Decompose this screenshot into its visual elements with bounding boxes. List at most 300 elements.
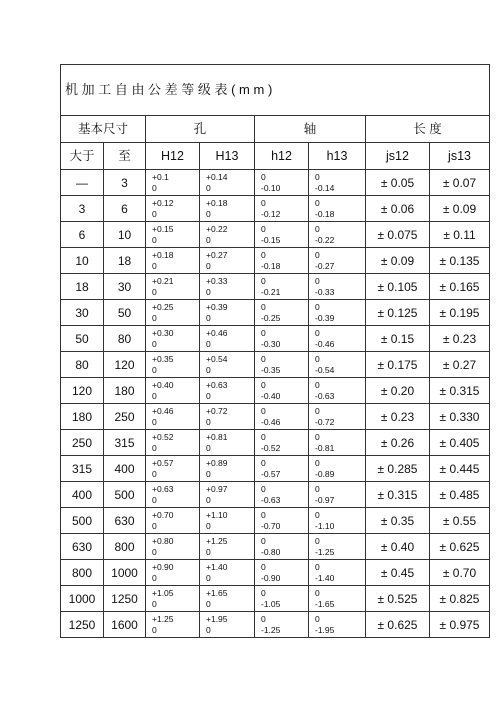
upper-deviation: +0.52 [152, 432, 174, 442]
upper-deviation: 0 [261, 588, 266, 598]
lower-deviation: 0 [152, 442, 157, 453]
lower-deviation: -1.40 [315, 572, 335, 583]
shaft-h13 [309, 170, 366, 196]
upper-deviation: 0 [315, 380, 320, 390]
hole-H13 [200, 352, 255, 378]
lower-deviation: -0.54 [315, 364, 335, 375]
length-js13: ± 0.09 [430, 196, 490, 222]
lower-deviation: -1.10 [315, 520, 335, 531]
length-js12: ± 0.285 [366, 456, 430, 482]
size-over: 400 [61, 482, 104, 508]
size-over: 500 [61, 508, 104, 534]
length-js13: ± 0.315 [430, 378, 490, 404]
lower-deviation: 0 [206, 624, 211, 635]
shaft-h12 [255, 352, 309, 378]
upper-deviation: +0.81 [206, 432, 228, 442]
hole-H13 [200, 248, 255, 274]
size-over: 10 [61, 248, 104, 274]
lower-deviation: 0 [152, 260, 157, 271]
hole-H13 [200, 482, 255, 508]
length-js13: ± 0.485 [430, 482, 490, 508]
shaft-h13 [309, 274, 366, 300]
upper-deviation: 0 [315, 198, 320, 208]
hole-H12 [146, 274, 200, 300]
table-title: 机 加 工 自 由 公 差 等 级 表 ( m m ) [61, 65, 490, 116]
shaft-h12 [255, 248, 309, 274]
hole-H13 [200, 222, 255, 248]
shaft-h13 [309, 248, 366, 274]
upper-deviation: 0 [261, 172, 266, 182]
hole-H13 [200, 456, 255, 482]
lower-deviation: 0 [206, 338, 211, 349]
upper-deviation: +1.65 [206, 588, 228, 598]
lower-deviation: 0 [152, 286, 157, 297]
lower-deviation: -0.63 [261, 494, 281, 505]
lower-deviation: -0.40 [261, 390, 281, 401]
length-js12: ± 0.09 [366, 248, 430, 274]
upper-deviation: 0 [261, 510, 266, 520]
upper-deviation: 0 [315, 172, 320, 182]
table-row [61, 612, 490, 638]
lower-deviation: 0 [206, 312, 211, 323]
lower-deviation: -1.65 [315, 598, 335, 609]
hole-H12 [146, 222, 200, 248]
upper-deviation: 0 [261, 614, 266, 624]
length-js12: ± 0.525 [366, 586, 430, 612]
upper-deviation: 0 [315, 432, 320, 442]
length-js13: ± 0.165 [430, 274, 490, 300]
header-h12: h12 [255, 143, 309, 170]
lower-deviation: 0 [206, 260, 211, 271]
shaft-h12 [255, 456, 309, 482]
hole-H13 [200, 378, 255, 404]
size-upto: 3 [104, 170, 146, 196]
lower-deviation: 0 [152, 416, 157, 427]
header-js12: js12 [366, 143, 430, 170]
shaft-h12 [255, 482, 309, 508]
lower-deviation: -0.15 [261, 234, 281, 245]
lower-deviation: 0 [206, 390, 211, 401]
table-row [61, 300, 490, 326]
upper-deviation: +1.25 [206, 536, 228, 546]
header-hole: 孔 [146, 116, 255, 143]
lower-deviation: -0.80 [261, 546, 281, 557]
size-upto: 80 [104, 326, 146, 352]
table-row [61, 560, 490, 586]
shaft-h13 [309, 612, 366, 638]
hole-H13 [200, 170, 255, 196]
lower-deviation: -0.70 [261, 520, 281, 531]
size-over: 1000 [61, 586, 104, 612]
length-js12: ± 0.05 [366, 170, 430, 196]
upper-deviation: 0 [315, 588, 320, 598]
lower-deviation: 0 [206, 442, 211, 453]
length-js12: ± 0.15 [366, 326, 430, 352]
shaft-h12 [255, 378, 309, 404]
upper-deviation: 0 [315, 276, 320, 286]
hole-H13 [200, 612, 255, 638]
upper-deviation: +0.21 [152, 276, 174, 286]
header-h13: h13 [309, 143, 366, 170]
upper-deviation: +0.46 [206, 328, 228, 338]
lower-deviation: 0 [206, 520, 211, 531]
lower-deviation: 0 [152, 598, 157, 609]
hole-H13 [200, 586, 255, 612]
size-over: 1250 [61, 612, 104, 638]
hole-H13 [200, 508, 255, 534]
hole-H13 [200, 534, 255, 560]
lower-deviation: 0 [152, 234, 157, 245]
hole-H13 [200, 274, 255, 300]
header-basic-size: 基本尺寸 [61, 116, 146, 143]
length-js13: ± 0.195 [430, 300, 490, 326]
length-js12: ± 0.35 [366, 508, 430, 534]
upper-deviation: 0 [261, 354, 266, 364]
upper-deviation: 0 [261, 432, 266, 442]
shaft-h13 [309, 196, 366, 222]
shaft-h12 [255, 534, 309, 560]
upper-deviation: +0.39 [206, 302, 228, 312]
size-upto: 1250 [104, 586, 146, 612]
size-over: 3 [61, 196, 104, 222]
lower-deviation: -0.18 [261, 260, 281, 271]
lower-deviation: 0 [152, 494, 157, 505]
lower-deviation: 0 [206, 286, 211, 297]
lower-deviation: -0.21 [261, 286, 281, 297]
lower-deviation: 0 [206, 234, 211, 245]
upper-deviation: +0.54 [206, 354, 228, 364]
upper-deviation: +0.90 [152, 562, 174, 572]
lower-deviation: 0 [206, 208, 211, 219]
table-row [61, 170, 490, 196]
lower-deviation: -0.46 [261, 416, 281, 427]
upper-deviation: +1.25 [152, 614, 174, 624]
shaft-h13 [309, 300, 366, 326]
size-over: 250 [61, 430, 104, 456]
size-upto: 800 [104, 534, 146, 560]
upper-deviation: +0.12 [152, 198, 174, 208]
length-js13: ± 0.445 [430, 456, 490, 482]
size-over: 6 [61, 222, 104, 248]
tolerance-table [60, 64, 490, 638]
upper-deviation: 0 [315, 614, 320, 624]
size-over: 80 [61, 352, 104, 378]
upper-deviation: +0.35 [152, 354, 174, 364]
length-js12: ± 0.175 [366, 352, 430, 378]
shaft-h12 [255, 274, 309, 300]
table-row [61, 586, 490, 612]
length-js13: ± 0.625 [430, 534, 490, 560]
length-js13: ± 0.975 [430, 612, 490, 638]
upper-deviation: 0 [315, 536, 320, 546]
lower-deviation: -1.25 [261, 624, 281, 635]
lower-deviation: -0.22 [315, 234, 335, 245]
upper-deviation: +0.97 [206, 484, 228, 494]
table-row [61, 508, 490, 534]
length-js12: ± 0.105 [366, 274, 430, 300]
hole-H12 [146, 508, 200, 534]
size-over: 120 [61, 378, 104, 404]
size-upto: 1000 [104, 560, 146, 586]
table-row [61, 326, 490, 352]
upper-deviation: 0 [261, 224, 266, 234]
upper-deviation: 0 [315, 354, 320, 364]
table-row [61, 482, 490, 508]
upper-deviation: +1.10 [206, 510, 228, 520]
shaft-h12 [255, 430, 309, 456]
size-over: 800 [61, 560, 104, 586]
length-js12: ± 0.625 [366, 612, 430, 638]
shaft-h13 [309, 404, 366, 430]
size-upto: 120 [104, 352, 146, 378]
hole-H12 [146, 248, 200, 274]
length-js13: ± 0.135 [430, 248, 490, 274]
upper-deviation: +0.80 [152, 536, 174, 546]
table-row [61, 352, 490, 378]
upper-deviation: 0 [261, 328, 266, 338]
upper-deviation: 0 [315, 302, 320, 312]
lower-deviation: 0 [206, 416, 211, 427]
length-js12: ± 0.075 [366, 222, 430, 248]
upper-deviation: +0.46 [152, 406, 174, 416]
lower-deviation: 0 [152, 312, 157, 323]
upper-deviation: 0 [261, 198, 266, 208]
size-over: 18 [61, 274, 104, 300]
lower-deviation: 0 [152, 520, 157, 531]
lower-deviation: 0 [206, 572, 211, 583]
lower-deviation: -0.33 [315, 286, 335, 297]
upper-deviation: +1.40 [206, 562, 228, 572]
lower-deviation: -0.90 [261, 572, 281, 583]
lower-deviation: -0.81 [315, 442, 335, 453]
size-upto: 1600 [104, 612, 146, 638]
size-upto: 50 [104, 300, 146, 326]
header-H12: H12 [146, 143, 200, 170]
hole-H12 [146, 586, 200, 612]
lower-deviation: 0 [152, 468, 157, 479]
hole-H12 [146, 534, 200, 560]
table-row [61, 378, 490, 404]
lower-deviation: 0 [152, 572, 157, 583]
hole-H13 [200, 300, 255, 326]
length-js12: ± 0.26 [366, 430, 430, 456]
upper-deviation: 0 [261, 458, 266, 468]
shaft-h12 [255, 222, 309, 248]
lower-deviation: -0.35 [261, 364, 281, 375]
length-js13: ± 0.23 [430, 326, 490, 352]
shaft-h12 [255, 404, 309, 430]
table-row [61, 222, 490, 248]
header-H13: H13 [200, 143, 255, 170]
length-js13: ± 0.330 [430, 404, 490, 430]
lower-deviation: 0 [152, 624, 157, 635]
lower-deviation: -0.12 [261, 208, 281, 219]
upper-deviation: +0.72 [206, 406, 228, 416]
lower-deviation: -0.72 [315, 416, 335, 427]
size-upto: 180 [104, 378, 146, 404]
lower-deviation: -0.10 [261, 182, 281, 193]
upper-deviation: 0 [315, 484, 320, 494]
hole-H12 [146, 612, 200, 638]
table-row [61, 248, 490, 274]
size-upto: 630 [104, 508, 146, 534]
shaft-h13 [309, 430, 366, 456]
upper-deviation: 0 [261, 406, 266, 416]
shaft-h12 [255, 508, 309, 534]
length-js12: ± 0.23 [366, 404, 430, 430]
size-upto: 18 [104, 248, 146, 274]
upper-deviation: 0 [315, 224, 320, 234]
upper-deviation: 0 [261, 276, 266, 286]
lower-deviation: -0.39 [315, 312, 335, 323]
size-over: 180 [61, 404, 104, 430]
lower-deviation: 0 [206, 494, 211, 505]
lower-deviation: -0.63 [315, 390, 335, 401]
table-row [61, 430, 490, 456]
shaft-h13 [309, 352, 366, 378]
size-upto: 500 [104, 482, 146, 508]
header-js13: js13 [430, 143, 490, 170]
shaft-h12 [255, 612, 309, 638]
lower-deviation: 0 [206, 364, 211, 375]
lower-deviation: -0.46 [315, 338, 335, 349]
table-row [61, 196, 490, 222]
upper-deviation: +0.27 [206, 250, 228, 260]
lower-deviation: 0 [206, 182, 211, 193]
hole-H12 [146, 300, 200, 326]
table-row [61, 274, 490, 300]
upper-deviation: 0 [261, 536, 266, 546]
shaft-h12 [255, 196, 309, 222]
upper-deviation: +0.63 [206, 380, 228, 390]
upper-deviation: +0.22 [206, 224, 228, 234]
upper-deviation: +1.95 [206, 614, 228, 624]
lower-deviation: -1.25 [315, 546, 335, 557]
hole-H12 [146, 560, 200, 586]
upper-deviation: 0 [315, 458, 320, 468]
size-upto: 400 [104, 456, 146, 482]
size-over: 30 [61, 300, 104, 326]
upper-deviation: +0.18 [152, 250, 174, 260]
shaft-h12 [255, 560, 309, 586]
length-js12: ± 0.125 [366, 300, 430, 326]
lower-deviation: -0.52 [261, 442, 281, 453]
hole-H13 [200, 404, 255, 430]
upper-deviation: +0.33 [206, 276, 228, 286]
upper-deviation: 0 [261, 562, 266, 572]
lower-deviation: 0 [206, 468, 211, 479]
upper-deviation: 0 [315, 328, 320, 338]
lower-deviation: -1.05 [261, 598, 281, 609]
length-js13: ± 0.27 [430, 352, 490, 378]
shaft-h12 [255, 170, 309, 196]
size-over: 315 [61, 456, 104, 482]
hole-H12 [146, 196, 200, 222]
upper-deviation: 0 [261, 302, 266, 312]
shaft-h13 [309, 560, 366, 586]
length-js13: ± 0.825 [430, 586, 490, 612]
shaft-h12 [255, 586, 309, 612]
upper-deviation: +0.15 [152, 224, 174, 234]
lower-deviation: 0 [152, 364, 157, 375]
upper-deviation: +0.30 [152, 328, 174, 338]
lower-deviation: 0 [206, 598, 211, 609]
length-js13: ± 0.55 [430, 508, 490, 534]
size-over: — [61, 170, 104, 196]
upper-deviation: 0 [315, 510, 320, 520]
table-row [61, 534, 490, 560]
size-upto: 315 [104, 430, 146, 456]
header-length: 长 度 [366, 116, 490, 143]
upper-deviation: +0.57 [152, 458, 174, 468]
lower-deviation: -0.27 [315, 260, 335, 271]
lower-deviation: 0 [206, 546, 211, 557]
header-shaft: 轴 [255, 116, 366, 143]
lower-deviation: 0 [152, 338, 157, 349]
size-over: 630 [61, 534, 104, 560]
lower-deviation: -1.95 [315, 624, 335, 635]
size-over: 50 [61, 326, 104, 352]
upper-deviation: +0.40 [152, 380, 174, 390]
lower-deviation: -0.89 [315, 468, 335, 479]
size-upto: 30 [104, 274, 146, 300]
lower-deviation: 0 [152, 182, 157, 193]
lower-deviation: -0.30 [261, 338, 281, 349]
lower-deviation: -0.97 [315, 494, 335, 505]
shaft-h13 [309, 508, 366, 534]
length-js12: ± 0.40 [366, 534, 430, 560]
length-js13: ± 0.07 [430, 170, 490, 196]
hole-H13 [200, 430, 255, 456]
lower-deviation: -0.57 [261, 468, 281, 479]
shaft-h13 [309, 378, 366, 404]
upper-deviation: +1.05 [152, 588, 174, 598]
lower-deviation: 0 [152, 390, 157, 401]
header-upto: 至 [104, 143, 146, 170]
hole-H12 [146, 326, 200, 352]
hole-H13 [200, 196, 255, 222]
hole-H12 [146, 430, 200, 456]
table-row [61, 456, 490, 482]
upper-deviation: +0.89 [206, 458, 228, 468]
lower-deviation: -0.14 [315, 182, 335, 193]
hole-H13 [200, 560, 255, 586]
size-upto: 6 [104, 196, 146, 222]
shaft-h13 [309, 456, 366, 482]
upper-deviation: +0.18 [206, 198, 228, 208]
size-upto: 250 [104, 404, 146, 430]
hole-H12 [146, 404, 200, 430]
hole-H12 [146, 378, 200, 404]
lower-deviation: -0.18 [315, 208, 335, 219]
upper-deviation: +0.1 [152, 172, 169, 182]
size-upto: 10 [104, 222, 146, 248]
length-js12: ± 0.20 [366, 378, 430, 404]
table-row [61, 404, 490, 430]
shaft-h13 [309, 586, 366, 612]
header-over: 大于 [61, 143, 104, 170]
upper-deviation: 0 [315, 562, 320, 572]
upper-deviation: 0 [261, 380, 266, 390]
upper-deviation: 0 [315, 406, 320, 416]
length-js12: ± 0.45 [366, 560, 430, 586]
length-js13: ± 0.405 [430, 430, 490, 456]
lower-deviation: -0.25 [261, 312, 281, 323]
upper-deviation: 0 [261, 250, 266, 260]
hole-H12 [146, 456, 200, 482]
length-js12: ± 0.315 [366, 482, 430, 508]
shaft-h13 [309, 482, 366, 508]
